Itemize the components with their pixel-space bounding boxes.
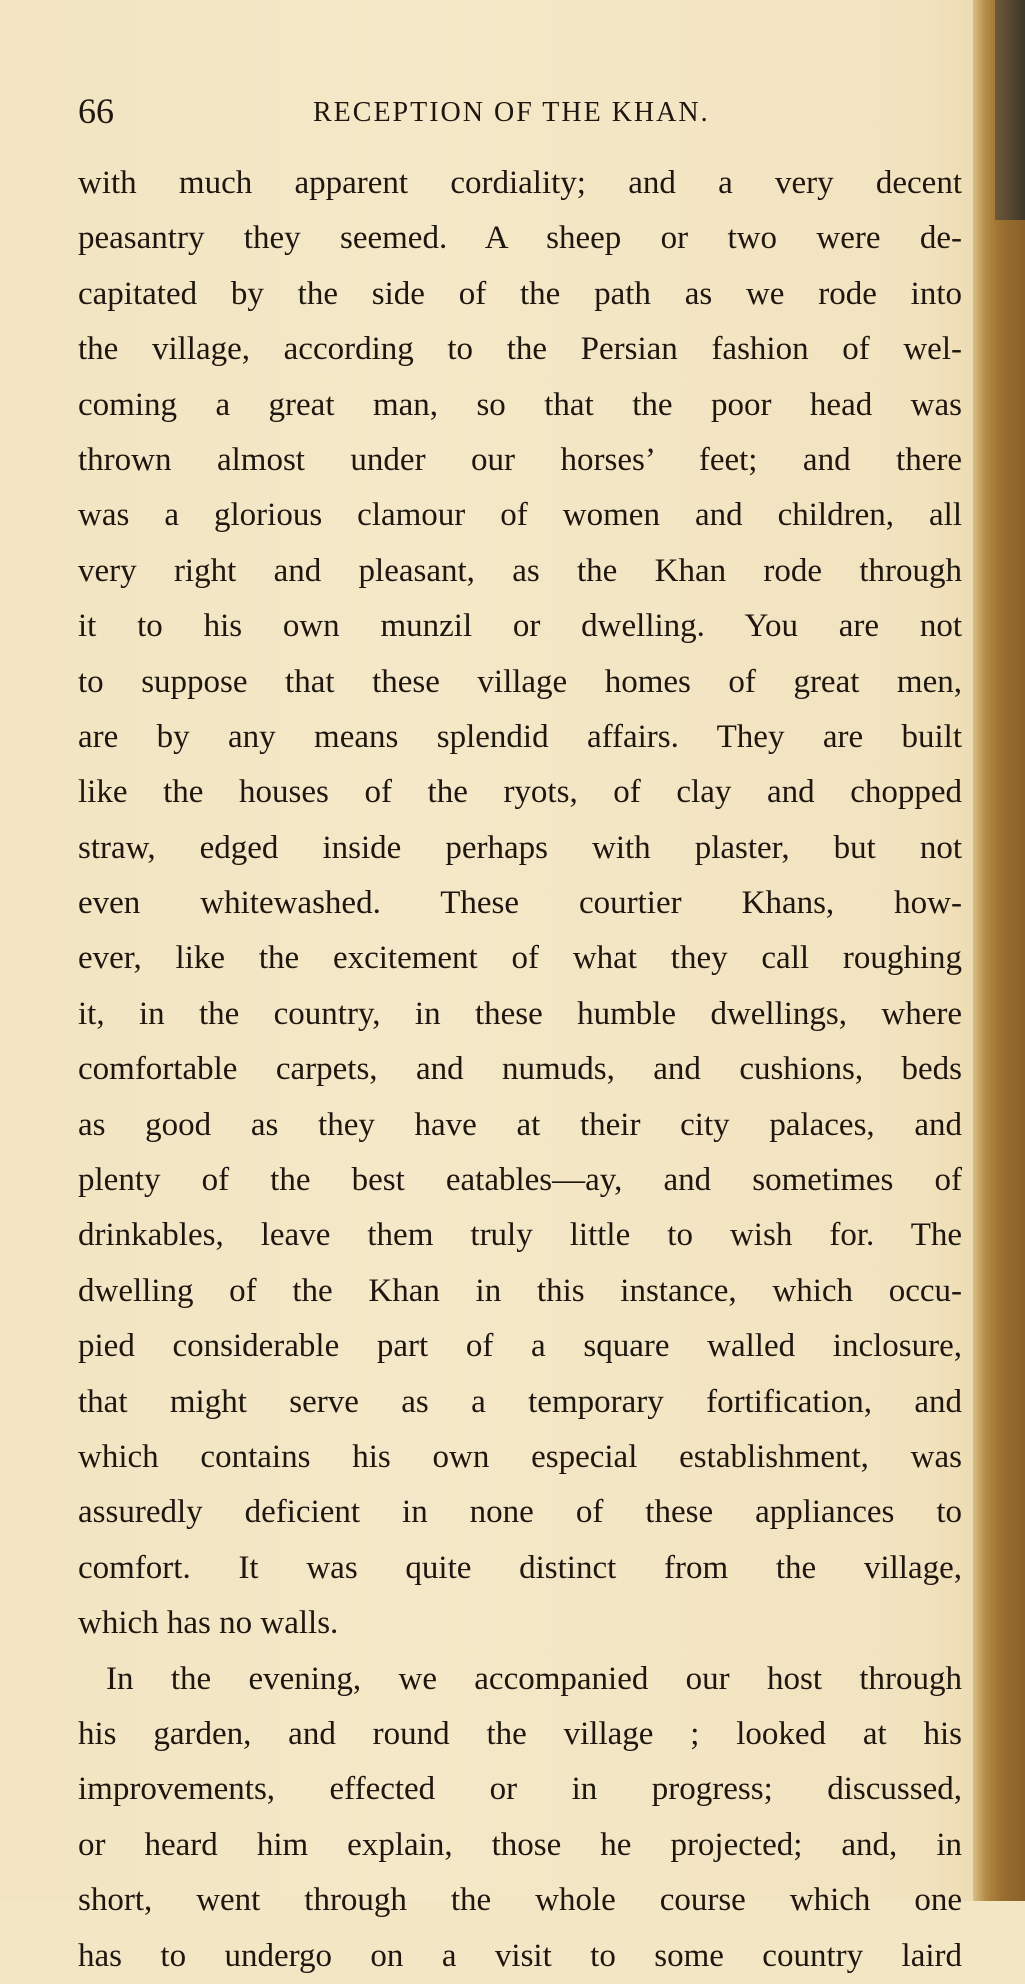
text-line: or heard him explain, those he projected; and, in — [78, 1826, 962, 1863]
page-gutter-shadow — [995, 0, 1025, 220]
text-line: with much apparent cordiality; and a very decent — [78, 165, 962, 201]
text-line: improvements, effected or in progress; discussed, — [78, 1771, 962, 1808]
paragraph-first-line: In the evening, we accompanied our host through — [106, 1660, 962, 1697]
paragraph-last-line: which has no walls. — [78, 1605, 339, 1642]
text-line: coming a great man, so that the poor head was — [78, 386, 962, 423]
text-line: short, went through the whole course which one — [78, 1882, 962, 1919]
text-line: peasantry they seemed. A sheep or two were de- — [78, 220, 962, 257]
body-text — [78, 156, 962, 1984]
text-line: straw, edged inside perhaps with plaster, but not — [78, 829, 962, 866]
text-line: comfort. It was quite distinct from the village, — [78, 1549, 962, 1586]
text-line: comfortable carpets, and numuds, and cushions, beds — [78, 1051, 962, 1088]
text-line: ever, like the excitement of what they call roughing — [78, 940, 962, 977]
text-line: his garden, and round the village ; looked at his — [78, 1715, 962, 1752]
text-line: are by any means splendid affairs. They are built — [78, 718, 962, 755]
text-line: was a glorious clamour of women and children, all — [78, 497, 962, 534]
text-line: to suppose that these village homes of great men, — [78, 663, 962, 700]
text-line: drinkables, leave them truly little to wish for. The — [78, 1217, 962, 1254]
text-line: has to undergo on a visit to some country laird — [78, 1937, 962, 1974]
text-line: capitated by the side of the path as we rode into — [78, 275, 962, 312]
text-line: which contains his own especial establishment, was — [78, 1438, 962, 1475]
text-line: thrown almost under our horses’ feet; and there — [78, 441, 962, 478]
text-line: as good as they have at their city palaces, and — [78, 1106, 962, 1143]
page-gutter-edge — [973, 0, 1025, 1901]
text-line: plenty of the best eatables—ay, and sometimes of — [78, 1162, 962, 1199]
text-line: that might serve as a temporary fortification, and — [78, 1383, 962, 1420]
text-line: it, in the country, in these humble dwellings, where — [78, 995, 962, 1032]
text-line: like the houses of the ryots, of clay and chopped — [78, 774, 962, 811]
text-line: the village, according to the Persian fashion of wel- — [78, 331, 962, 368]
running-head — [78, 88, 778, 134]
text-line: dwelling of the Khan in this instance, which occu- — [78, 1272, 962, 1309]
text-line: assuredly deficient in none of these appliances to — [78, 1494, 962, 1531]
running-title: RECEPTION OF THE KHAN. — [313, 97, 710, 128]
text-line: even whitewashed. These courtier Khans, how- — [78, 885, 962, 922]
text-line: it to his own munzil or dwelling. You are not — [78, 608, 962, 645]
text-line: very right and pleasant, as the Khan rode through — [78, 552, 962, 589]
page-number: 66 — [78, 91, 114, 131]
text-line: pied considerable part of a square walled inclosure, — [78, 1328, 962, 1365]
